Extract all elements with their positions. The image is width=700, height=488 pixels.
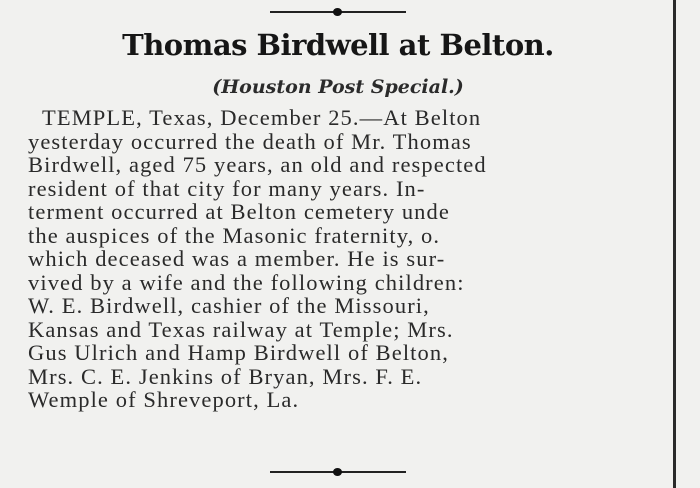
top-rule-dot <box>333 8 342 16</box>
column-divider-rule <box>673 0 676 488</box>
body-line: Mrs. C. E. Jenkins of Bryan, Mrs. F. E. <box>28 363 423 389</box>
body-line: the auspices of the Masonic fraternity, o. <box>28 222 441 248</box>
bottom-ornament-rule <box>270 466 406 478</box>
body-line: TEMPLE, Texas, December 25.—At Belton <box>42 105 482 130</box>
body-line: resident of that city for many years. In- <box>28 175 426 201</box>
body-line: Birdwell, aged 75 years, an old and respected <box>28 152 487 177</box>
body-line: vived by a wife and the following children: <box>28 269 465 295</box>
body-line: which deceased was a member. He is sur- <box>28 246 446 271</box>
top-ornament-rule <box>270 6 406 18</box>
body-line: yesterday occurred the death of Mr. Thomas <box>28 128 472 154</box>
article-body <box>28 106 654 412</box>
body-line: Gus Ulrich and Hamp Birdwell of Belton, <box>28 340 449 365</box>
body-line: terment occurred at Belton cemetery unde <box>28 199 450 224</box>
body-line: Wemple of Shreveport, La. <box>28 387 300 412</box>
body-line: W. E. Birdwell, cashier of the Missouri, <box>28 293 430 318</box>
body-line: Kansas and Texas railway at Temple; Mrs. <box>28 316 454 342</box>
bottom-rule-dot <box>333 468 342 476</box>
source-credit: (Houston Post Special.) <box>212 76 464 98</box>
article-headline: Thomas Birdwell at Belton. <box>122 28 554 62</box>
